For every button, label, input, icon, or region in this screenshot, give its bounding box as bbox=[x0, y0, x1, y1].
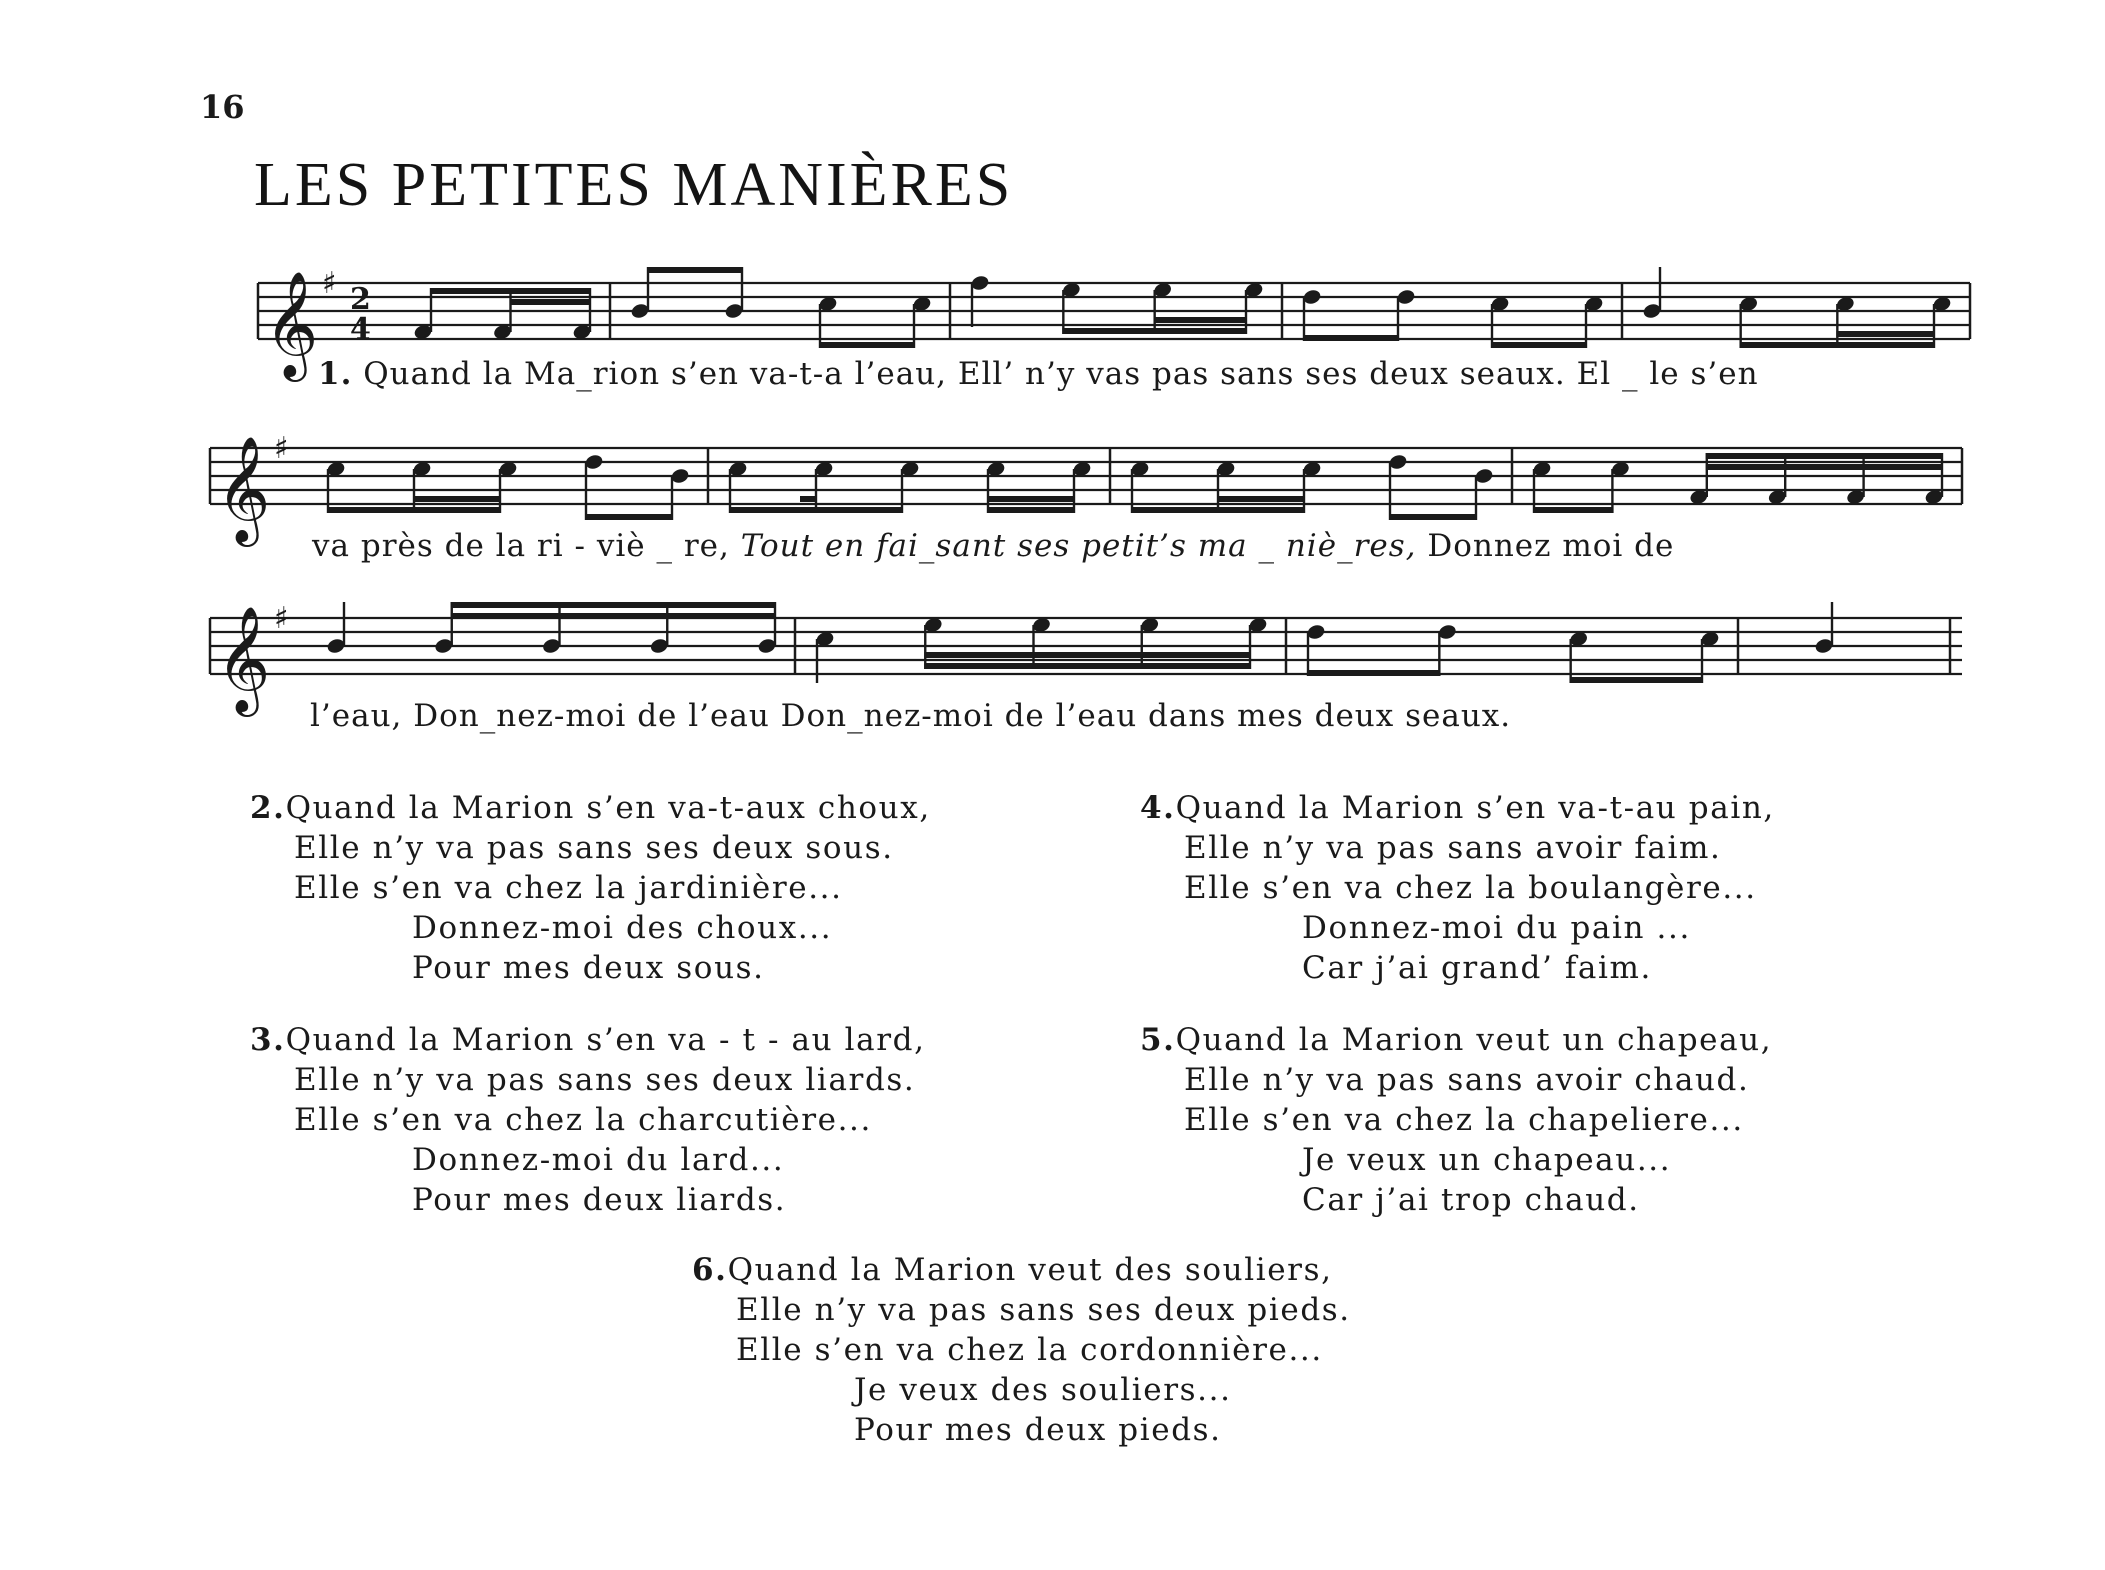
time-signature-top: 2 bbox=[350, 282, 371, 317]
beam bbox=[647, 267, 743, 273]
lyric-text: l’eau, Don_nez-moi de l’eau Don_nez-moi de l’eau dans mes deux seaux. bbox=[310, 698, 1512, 734]
beam bbox=[1570, 677, 1703, 683]
beam bbox=[1389, 514, 1477, 520]
verse-line: Elle n’y va pas sans ses deux sous. bbox=[294, 830, 894, 866]
verse-2 bbox=[250, 788, 931, 988]
verse-3 bbox=[250, 1020, 926, 1220]
beam bbox=[451, 602, 776, 608]
verse-number: 5. bbox=[1140, 1022, 1176, 1058]
time-signature-bottom: 4 bbox=[350, 312, 371, 347]
verse-line: Elle s’en va chez la charcutière... bbox=[294, 1102, 872, 1138]
verse-line: Pour mes deux sous. bbox=[412, 950, 765, 986]
verse-line: Donnez-moi du lard... bbox=[412, 1142, 785, 1178]
lyric-text-italic: Tout en fai_sant ses petit’s ma _ niè_res, bbox=[740, 528, 1417, 564]
verse-line: Elle n’y va pas sans ses deux pieds. bbox=[736, 1292, 1351, 1328]
beam bbox=[327, 507, 501, 513]
beam-secondary bbox=[1217, 496, 1305, 502]
verse-number: 4. bbox=[1140, 790, 1176, 826]
verse-line: 3.Quand la Marion s’en va - t - au lard, bbox=[250, 1022, 926, 1058]
beam-secondary bbox=[1154, 317, 1247, 323]
verse-line: 6.Quand la Marion veut des souliers, bbox=[692, 1252, 1333, 1288]
verse-4 bbox=[1140, 788, 1775, 988]
verse-5 bbox=[1140, 1020, 1772, 1220]
song-title: LES PETITES MANIÈRES bbox=[254, 151, 1014, 219]
verse-line: Elle n’y va pas sans avoir faim. bbox=[1184, 830, 1722, 866]
beam bbox=[585, 514, 673, 520]
treble-clef: 𝄞 bbox=[216, 605, 271, 712]
treble-clef: 𝄞 bbox=[264, 270, 319, 377]
music-staff-3 bbox=[0, 590, 2105, 710]
verse-line: Elle s’en va chez la chapeliere... bbox=[1184, 1102, 1744, 1138]
verse-line: 5.Quand la Marion veut un chapeau, bbox=[1140, 1022, 1773, 1058]
verse-number: 2. bbox=[250, 790, 286, 826]
beam bbox=[1303, 335, 1399, 341]
lyric-line-3 bbox=[310, 698, 1511, 734]
beam bbox=[1062, 328, 1247, 334]
beam bbox=[1307, 670, 1440, 676]
lyric-text: Quand la Ma_rion s’en va-t-a l’eau, Ell’ n’y vas pas sans ses deux seaux. El _ le s’en bbox=[363, 356, 1759, 392]
beam bbox=[1706, 453, 1943, 459]
verse-line: Je veux des souliers... bbox=[854, 1372, 1232, 1408]
key-signature-sharp: ♯ bbox=[274, 431, 289, 466]
beam bbox=[1533, 507, 1613, 513]
verse-line: Pour mes deux pieds. bbox=[854, 1412, 1222, 1448]
verse-6 bbox=[692, 1250, 1351, 1450]
beam-secondary bbox=[451, 613, 776, 619]
verse-line: Donnez-moi du pain ... bbox=[1302, 910, 1691, 946]
verse-line: Car j’ai grand’ faim. bbox=[1302, 950, 1652, 986]
verse-line: Elle s’en va chez la boulangère... bbox=[1184, 870, 1757, 906]
beam bbox=[1740, 342, 1935, 348]
key-signature-sharp: ♯ bbox=[322, 266, 337, 301]
page-number: 16 bbox=[200, 88, 245, 126]
verse-line: Elle n’y va pas sans ses deux liards. bbox=[294, 1062, 916, 1098]
beam bbox=[1131, 507, 1305, 513]
lyric-text: va près de la ri - viè _ re, bbox=[312, 528, 741, 564]
treble-clef: 𝄞 bbox=[216, 435, 271, 542]
beam bbox=[819, 342, 915, 348]
verse-number: 3. bbox=[250, 1022, 286, 1058]
key-signature-sharp: ♯ bbox=[274, 601, 289, 636]
beam bbox=[1491, 342, 1587, 348]
beam-secondary bbox=[1836, 331, 1935, 337]
verse-line: Elle s’en va chez la cordonnière... bbox=[736, 1332, 1323, 1368]
verse-line: Elle s’en va chez la jardinière... bbox=[294, 870, 843, 906]
verse-number: 1. bbox=[318, 356, 353, 392]
lyric-line-2 bbox=[312, 528, 1674, 564]
beam bbox=[987, 507, 1075, 513]
beam-secondary bbox=[800, 496, 817, 502]
beam-secondary bbox=[1706, 464, 1943, 470]
verse-line: 2.Quand la Marion s’en va-t-aux choux, bbox=[250, 790, 931, 826]
lyric-text: Donnez moi de bbox=[1416, 528, 1675, 564]
beam bbox=[924, 663, 1251, 669]
verse-line: Donnez-moi des choux... bbox=[412, 910, 833, 946]
music-staff-2 bbox=[0, 420, 2105, 540]
beam-secondary bbox=[987, 496, 1075, 502]
beam-secondary bbox=[413, 496, 501, 502]
verse-line: Je veux un chapeau... bbox=[1302, 1142, 1672, 1178]
verse-number: 6. bbox=[692, 1252, 728, 1288]
verse-line: Pour mes deux liards. bbox=[412, 1182, 787, 1218]
beam-secondary bbox=[510, 299, 592, 305]
beam-secondary bbox=[924, 652, 1251, 658]
verse-line: Car j’ai trop chaud. bbox=[1302, 1182, 1640, 1218]
lyric-line-1 bbox=[318, 356, 1759, 392]
beam bbox=[430, 288, 591, 294]
verse-line: 4.Quand la Marion s’en va-t-au pain, bbox=[1140, 790, 1775, 826]
beam bbox=[729, 507, 903, 513]
verse-line: Elle n’y va pas sans avoir chaud. bbox=[1184, 1062, 1750, 1098]
